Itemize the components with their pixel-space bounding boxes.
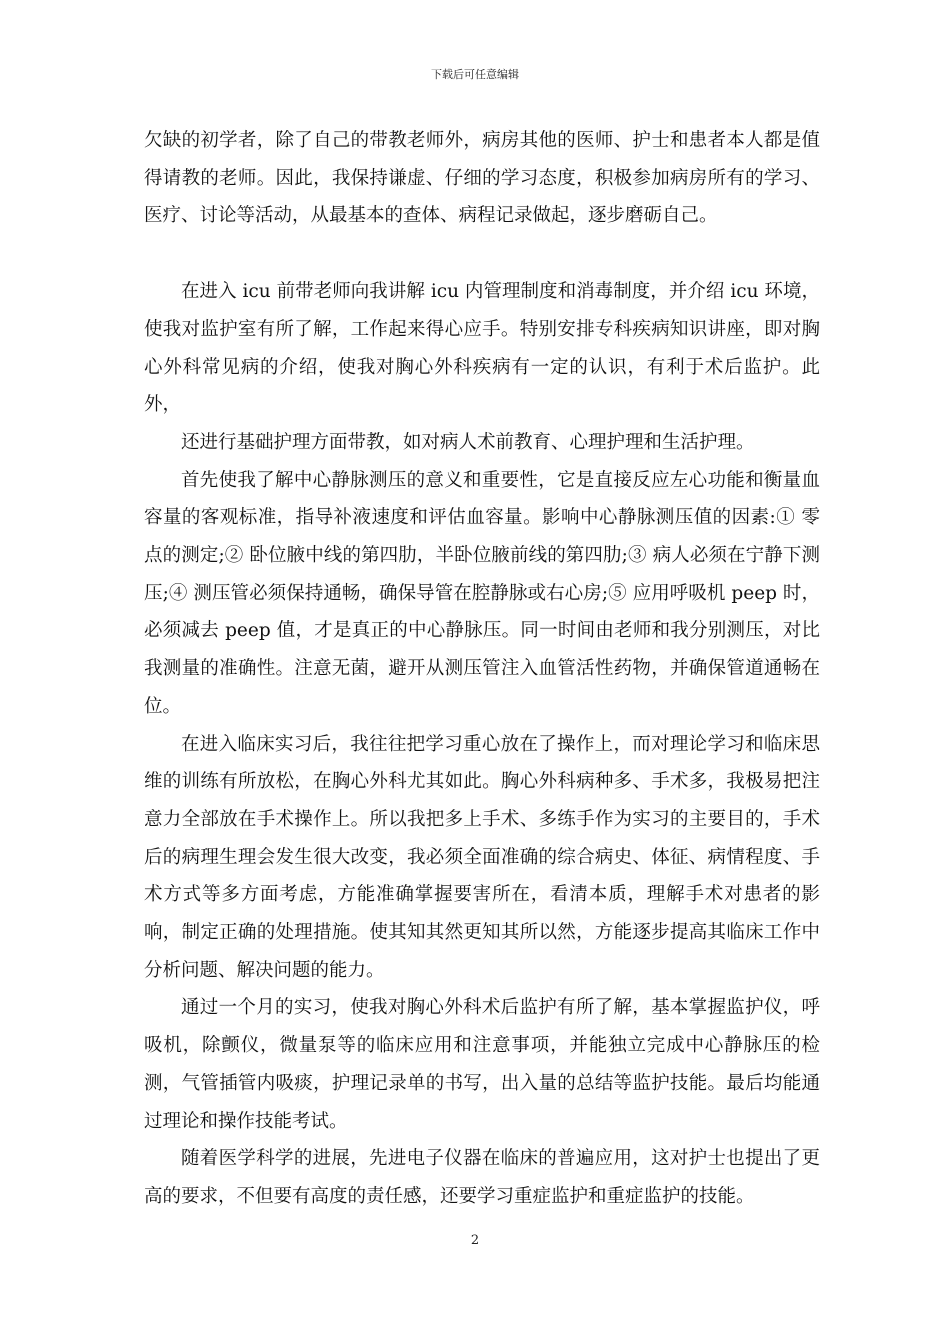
paragraph-medical-progress: 随着医学科学的进展，先进电子仪器在临床的普遍应用，这对护士也提出了更高的要求，不但要有高度的责任感，还要学习重症监护和重症监护的技能。 — [144, 1148, 820, 1207]
document-body — [144, 122, 820, 1216]
paragraph-basic-care: 还进行基础护理方面带教，如对病人术前教育、心理护理和生活护理。 — [181, 431, 755, 453]
paragraph-monthly-summary: 通过一个月的实习，使我对胸心外科术后监护有所了解，基本掌握监护仪，呼吸机，除颤仪，微量泵等的临床应用和注意事项，并能独立完成中心静脉压的检测，气管插管内吸痰，护理记录单的书写，出入量的总结等监护技能。最后均能通过理论和操作技能考试。 — [144, 997, 820, 1132]
paragraph-continued: 欠缺的初学者，除了自己的带教老师外，病房其他的医师、护士和患者本人都是值得请教的老师。因此，我保持谦虚、仔细的学习态度，积极参加病房所有的学习、医疗、讨论等活动，从最基本的查体、病程记录做起，逐步磨砺自己。 — [144, 130, 820, 227]
paragraph-icu-intro: 在进入 icu 前带老师向我讲解 icu 内管理制度和消毒制度，并介绍 icu 环境，使我对监护室有所了解，工作起来得心应手。特别安排专科疾病知识讲座，即对胸心外科常见病的介绍，使我对胸心外科疾病有一定的认识，有利于术后监护。此外， — [144, 281, 820, 416]
page-header: 下载后可任意编辑 — [431, 68, 519, 81]
paragraph-clinical-practice: 在进入临床实习后，我往往把学习重心放在了操作上，而对理论学习和临床思维的训练有所放松，在胸心外科尤其如此。胸心外科病种多、手术多，我极易把注意力全部放在手术操作上。所以我把多上手术、多练手作为实习的主要目的，手术后的病理生理会发生很大改变，我必须全面准确的综合病史、体征、病情程度、手术方式等多方面考虑，方能准确掌握要害所在，看清本质，理解手术对患者的影响，制定正确的处理措施。使其知其然更知其所以然，方能逐步提高其临床工作中分析问题、解决问题的能力。 — [144, 733, 820, 981]
paragraph-gap — [144, 235, 820, 273]
paragraph-cvp: 首先使我了解中心静脉测压的意义和重要性，它是直接反应左心功能和衡量血容量的客观标准，指导补液速度和评估血容量。影响中心静脉测压值的因素:① 零点的测定;② 卧位腋中线的第四肋，半卧位腋前线的第四肋;③ 病人必须在宁静下测压;④ 测压管必须保持通畅，确保导管在腔静脉或右心房;⑤ 应用呼吸机 peep 时，必须减去 peep 值，才是真正的中心静脉压。同一时间由老师和我分别测压，对比我测量的准确性。注意无菌，避开从测压管注入血管活性药物，并确保管道通畅在位。 — [144, 469, 820, 717]
page-number: 2 — [470, 1233, 480, 1248]
